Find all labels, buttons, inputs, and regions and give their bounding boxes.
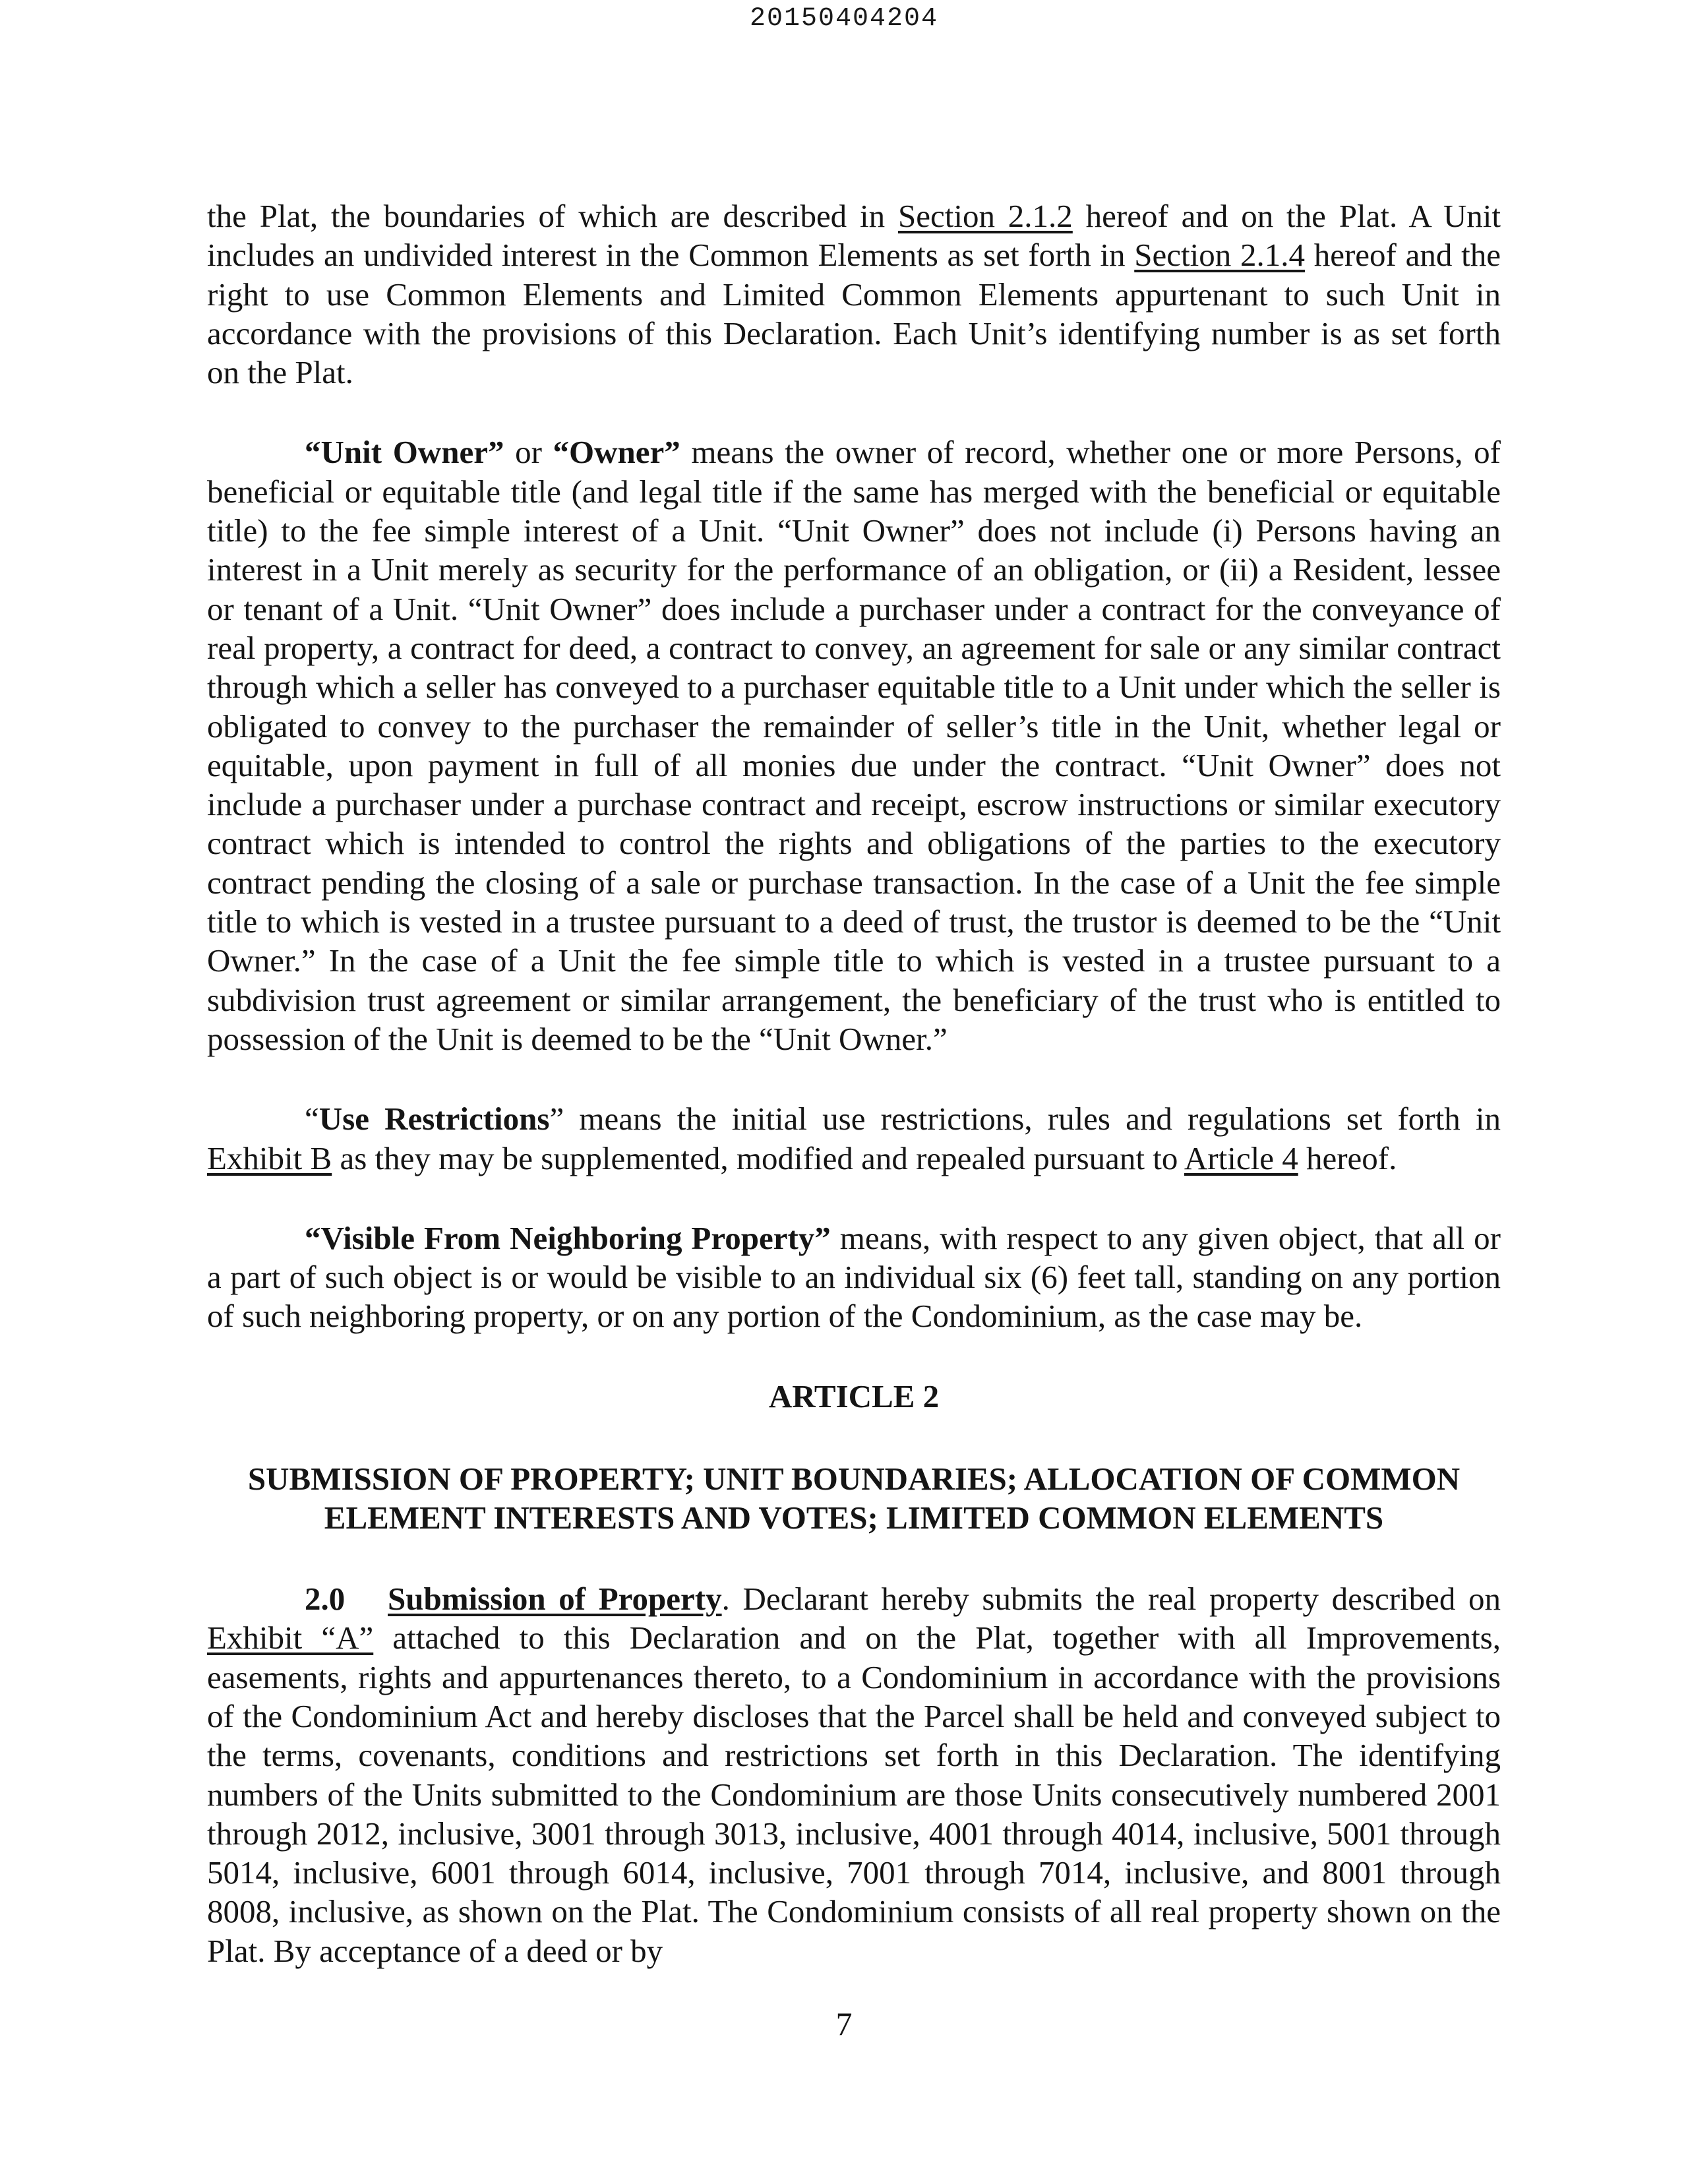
text: the Plat, the boundaries of which are described in (207, 198, 898, 234)
document-body (207, 197, 1501, 1970)
page-number: 7 (835, 2005, 853, 2042)
text: attached to this Declaration and on the Plat, together with all Improvements, easements, rights and appurtenances thereto, to a Condominium in accordance with the provisions of the Condominium Act and hereby discloses that the Parcel shall be held and conveyed subject to the terms, covenants, conditions and restrictions set forth in this Declaration. The identifying numbers of the Units submitted to the Condominium are those Units consecutively numbered 2001 through 2012, inclusive, 3001 through 3013, inclusive, 4001 through 4014, inclusive, 5001 through 5014, inclusive, 6001 through 6014, inclusive, 7001 through 7014, inclusive, and 8001 through 8008, inclusive, as shown on the Plat. The Condominium consists of all real property shown on the Plat. By acceptance of a deed or by (207, 1620, 1501, 1969)
unit-definition-continued (207, 197, 1501, 392)
text: ” means the initial use restrictions, rules and regulations set forth in (549, 1101, 1501, 1138)
text: “ (305, 1101, 319, 1138)
definition-visible-from-neighboring-property (207, 1219, 1501, 1336)
defined-term: “Owner” (553, 434, 680, 471)
text: . (721, 1581, 730, 1618)
section-2-0 (207, 1579, 1501, 1970)
cross-reference: Section 2.1.2 (897, 198, 1073, 234)
recording-number: 20150404204 (749, 4, 939, 34)
text: hereof and on the Plat. A Unit includes an undivided interest in the Common Elements as set forth in (207, 198, 1501, 274)
text: as they may be supplemented, modified and repealed pursuant to (332, 1139, 1184, 1176)
text: Declarant hereby submits the real property described on (729, 1581, 1501, 1618)
definition-unit-owner (207, 433, 1501, 1058)
section-number: 2.0 (305, 1581, 346, 1618)
text: hereof. (1298, 1139, 1397, 1176)
article-title: ARTICLE 2 (768, 1378, 940, 1414)
cross-reference: Exhibit “A” (207, 1620, 374, 1656)
article-subtitle-line2: ELEMENT INTERESTS AND VOTES; LIMITED COMMON ELEMENTS (324, 1500, 1384, 1536)
defined-term: “Unit Owner” (305, 434, 504, 471)
article-subtitle (207, 1459, 1501, 1537)
definition-use-restrictions (207, 1099, 1501, 1178)
cross-reference: Article 4 (1184, 1139, 1298, 1176)
article-subtitle-line1: SUBMISSION OF PROPERTY; UNIT BOUNDARIES; ALLOCATION OF COMMON (247, 1461, 1461, 1498)
defined-term: “Visible From Neighboring Property” (305, 1219, 831, 1256)
text: or (504, 434, 553, 471)
defined-term: Use Restrictions (318, 1101, 550, 1138)
section-heading: Submission of Property (388, 1581, 722, 1618)
cross-reference: Exhibit B (207, 1139, 332, 1176)
text: means the owner of record, whether one or more Persons, of beneficial or equitable title (and legal title if the same has merged with the beneficial or equitable title) to the fee simple interest of a Unit. “Unit Owner” does not include (i) Persons having an interest in a Unit merely as security for the performance of an obligation, or (ii) a Resident, lessee or tenant of a Unit. “Unit Owner” does include a purchaser under a contract for the conveyance of real property, a contract for deed, a contract to convey, an agreement for sale or any similar contract through which a seller has conveyed to a purchaser equitable title to a Unit under which the seller is obligated to convey to the purchaser the remainder of seller’s title in the Unit, whether legal or equitable, upon payment in full of all monies due under the contract. “Unit Owner” does not include a purchaser under a purchase contract and receipt, escrow instructions or similar executory contract which is intended to control the rights and obligations of the parties to the executory contract pending the closing of a sale or purchase transaction. In the case of a Unit the fee simple title to which is vested in a trustee pursuant to a deed of trust, the trustor is deemed to be the “Unit Owner.” In the case of a Unit the fee simple title to which is vested in a trustee pursuant to a subdivision trust agreement or similar arrangement, the beneficiary of the trust who is entitled to possession of the Unit is deemed to be the “Unit Owner.” (207, 434, 1501, 1057)
text: means, with respect to any given object, that all or a part of such object is or would be visible to an individual six (6) feet tall, standing on any portion of such neighboring property, or on any portion of the Condominium, as the case may be. (207, 1219, 1501, 1335)
text: hereof and the right to use Common Elements and Limited Common Elements appurtenant to such Unit in accordance with the provisions of this Declaration. Each Unit’s identifying number is as set forth on the Plat. (207, 237, 1501, 391)
cross-reference: Section 2.1.4 (1134, 237, 1305, 274)
